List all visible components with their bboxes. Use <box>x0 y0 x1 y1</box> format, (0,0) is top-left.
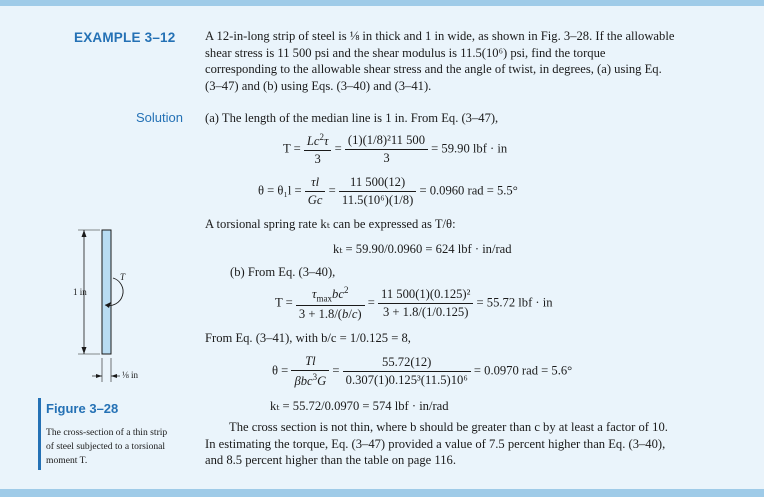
figure-caption-accent <box>38 398 41 470</box>
equation-torque-b: T = $\frac{\tau_{max}bc^2}{3 + 1.8/(b/c)}$ = $\frac{\text{11 500(1)(0.125)²}}{3 + 1.8/(1/0.125)}$ = 55.72 lbf · in <box>275 285 553 321</box>
bottom-accent-bar <box>0 489 764 497</box>
eq341-intro: From Eq. (3–41), with b/c = 1/0.125 = 8, <box>205 331 411 345</box>
top-accent-bar <box>0 0 764 6</box>
equation-torque-a: T = $\frac{Lc^2\tau}{3}$ = $\frac{\text{(1)(1/8)²11 500}}{3}$ = 59.90 lbf · in <box>283 132 508 167</box>
spring-rate-equation-a: kₜ = 59.90/0.0960 = 624 lbf · in/rad <box>333 242 512 256</box>
closing-paragraph: The cross section is not thin, where b should be greater than c by at least a factor of 10. In estimating the torque, Eq. (3–47) provided a value of 7.5 percent higher than Eq. (3–40), and 8.5 percent higher than the table on page 116. <box>205 420 668 468</box>
spring-rate-text: A torsional spring rate kₜ can be expressed as T/θ: <box>205 217 456 231</box>
part-a-intro: (a) The length of the median line is 1 in. From Eq. (3–47), <box>205 111 499 125</box>
torque-label: T <box>120 272 126 282</box>
example-problem-text: A 12-in-long strip of steel is ⅛ in thick and 1 in wide, as shown in Fig. 3–28. If the allowable shear stress is 11 500 psi and the shear modulus is 11.5(10⁶) psi, find the torque corresponding to the allowable shear stress and the angle of twist, in degrees, (a) using Eq. (3–47) and (b) using Eqs. (3–40) and (3–41). <box>205 29 675 93</box>
dimension-height-label: 1 in <box>73 287 87 297</box>
figure-caption: The cross-section of a thin strip of steel subjected to a torsional moment T. <box>46 427 168 466</box>
dimension-thickness-label: ⅛ in <box>122 370 139 380</box>
equation-twist-b: θ = $\frac{Tl}{\beta bc^3G}$ = $\frac{55.72(12)}{\text{0.307(1)0.125³(11.5)10⁶}}$ = 0.0970 rad = 5.6° <box>272 354 573 389</box>
part-b-intro: (b) From Eq. (3–40), <box>230 265 336 279</box>
example-label: EXAMPLE 3–12 <box>74 30 176 45</box>
equation-twist-a: θ = θ₁l = $\frac{\tau l}{Gc}$ = $\frac{11 500(12)}{\text{11.5(10⁶)(1/8)}}$ = 0.0960 rad = 5.5° <box>258 175 518 207</box>
figure-title: Figure 3–28 <box>46 401 119 416</box>
strip-cross-section-figure <box>60 220 180 390</box>
spring-rate-equation-b: kₜ = 55.72/0.0970 = 574 lbf · in/rad <box>270 399 449 413</box>
solution-label: Solution <box>136 110 183 125</box>
